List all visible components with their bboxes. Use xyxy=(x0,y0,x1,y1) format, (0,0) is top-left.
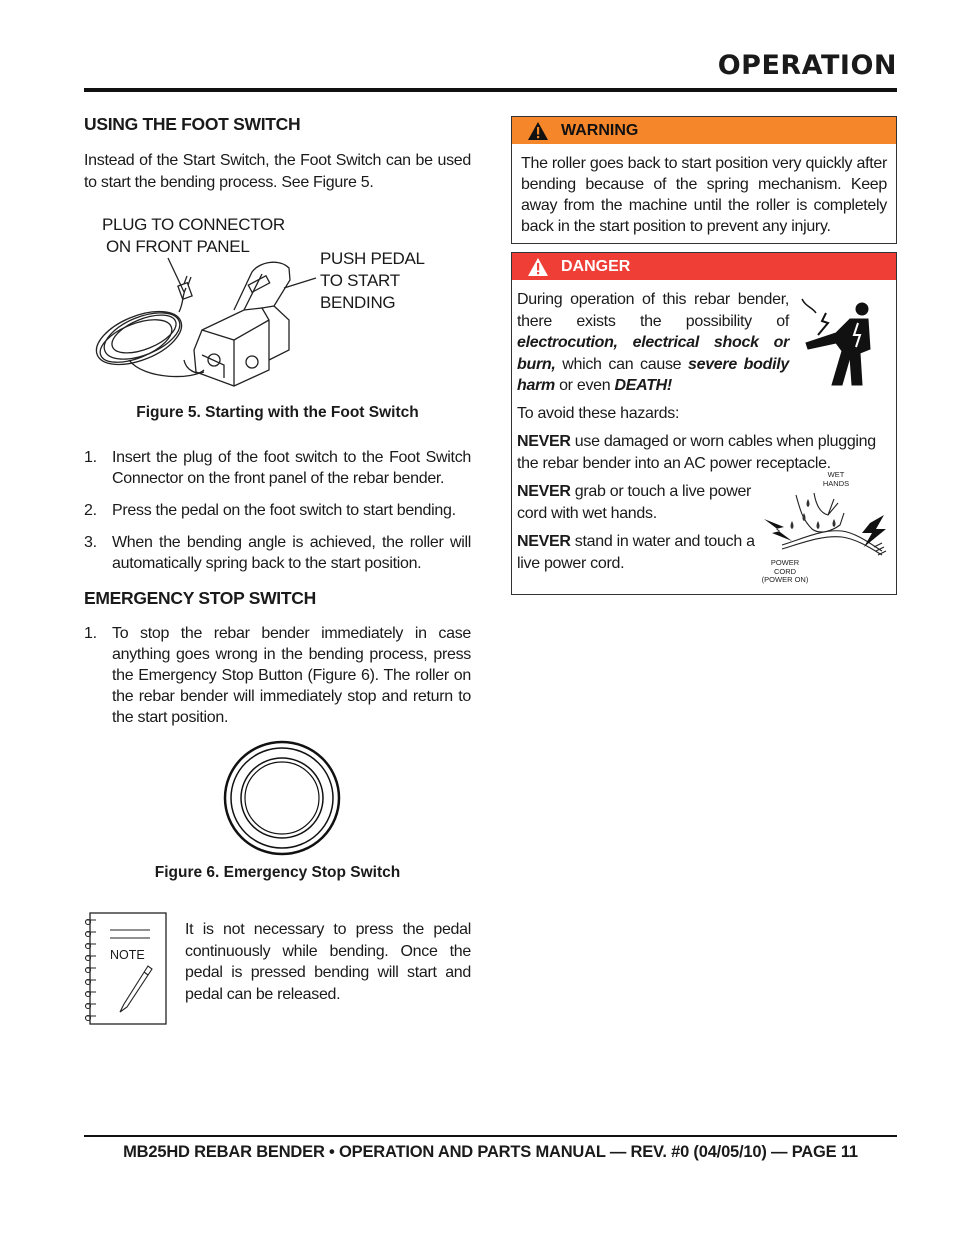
warning-text: The roller goes back to start position very quickly after bending because of the spring mechanism. Keep away from the machine until the roller is completely back in the start position to prevent any injury. xyxy=(521,155,887,235)
cord-label-line2: CORD xyxy=(773,566,797,576)
danger-rule-1-text: use damaged or worn cables when plugging the rebar bender into an AC power receptacle. xyxy=(517,433,876,472)
danger-triangle-icon xyxy=(527,257,549,277)
danger-never-2: NEVER xyxy=(517,483,571,500)
list-item-number: 3. xyxy=(84,534,97,551)
list-item xyxy=(84,532,471,576)
footer-rule xyxy=(84,1135,897,1137)
callout-plug-line1: PLUG TO CONNECTOR xyxy=(102,215,285,234)
danger-rule-2-text: grab or touch a live power cord with wet hands. xyxy=(517,483,752,522)
warning-title: WARNING xyxy=(561,121,639,139)
danger-intro-d: severe bodily harm xyxy=(517,355,789,394)
list-item xyxy=(84,447,471,491)
warning-triangle-icon xyxy=(527,121,549,141)
danger-intro-c: which can cause xyxy=(555,355,689,373)
cord-label-line3: (POWER ON) xyxy=(761,575,809,584)
danger-avoid: To avoid these hazards: xyxy=(517,405,680,422)
danger-intro xyxy=(517,289,789,397)
foot-switch-illustration xyxy=(84,210,474,395)
warning-box xyxy=(511,116,897,244)
header-rule xyxy=(84,88,897,92)
wet-label-line1: WET xyxy=(827,470,845,479)
foot-switch-intro: Instead of the Start Switch, the Foot Switch can be used to start the bending process. See Figure 5. xyxy=(84,152,471,191)
callout-pedal-line2: TO START BENDING xyxy=(320,271,400,312)
danger-rule-2 xyxy=(517,481,757,524)
list-item xyxy=(84,500,471,522)
list-item-number: 1. xyxy=(84,625,97,642)
note-label: NOTE xyxy=(110,948,145,962)
danger-never-3: NEVER xyxy=(517,533,571,550)
danger-intro-e: or even xyxy=(554,377,615,394)
page-title: OPERATION xyxy=(717,50,897,81)
danger-rule-3 xyxy=(517,531,757,574)
emergency-heading: EMERGENCY STOP SWITCH xyxy=(84,588,316,608)
list-item-text: When the bending angle is achieved, the roller will automatically spring back to the start position. xyxy=(112,534,471,572)
warning-header xyxy=(512,117,896,144)
wet-hands-illustration xyxy=(762,489,892,565)
cord-label-line1: POWER xyxy=(770,558,800,567)
foot-switch-heading: USING THE FOOT SWITCH xyxy=(84,114,301,134)
danger-box xyxy=(511,252,897,595)
emergency-stop-illustration xyxy=(222,740,342,858)
electrocution-icon xyxy=(798,293,888,393)
callout-plug-line2: ON FRONT PANEL xyxy=(106,237,250,256)
figure-6-caption: Figure 6. Emergency Stop Switch xyxy=(154,864,401,881)
figure-5-caption: Figure 5. Starting with the Foot Switch xyxy=(136,404,419,421)
figure-5 xyxy=(84,210,474,395)
danger-rule-1 xyxy=(517,431,892,474)
danger-title: DANGER xyxy=(561,257,631,275)
danger-rule-3-text: stand in water and touch a live power cord. xyxy=(517,533,755,572)
note-text: It is not necessary to press the pedal continuously while bending. Once the pedal is pressed bending will start and pedal can be released. xyxy=(185,921,471,1003)
danger-intro-a: During operation of this rebar bender, there exists the possibility of xyxy=(517,291,789,330)
list-item-text: To stop the rebar bender immediately in case anything goes wrong in the bending process, press the Emergency Stop Button (Figure 6). The roller on the rebar bender will immediately stop and return to the start position. xyxy=(112,625,471,726)
power-cord-label xyxy=(760,559,810,585)
list-item-number: 2. xyxy=(84,502,97,519)
page-footer: MB25HD REBAR BENDER • OPERATION AND PARTS MANUAL — REV. #0 (04/05/10) — PAGE 11 xyxy=(123,1143,858,1161)
danger-intro-b: electrocution, electrical shock or burn, xyxy=(517,334,789,373)
danger-header xyxy=(512,253,896,280)
danger-never-1: NEVER xyxy=(517,433,571,450)
wet-label-line2: HANDS xyxy=(822,478,850,488)
list-item-text: Press the pedal on the foot switch to start bending. xyxy=(112,502,456,519)
list-item-number: 1. xyxy=(84,449,97,466)
danger-intro-f: DEATH! xyxy=(614,377,672,394)
note-icon xyxy=(84,912,168,1026)
wet-hands-label xyxy=(816,471,856,488)
callout-pedal-line1: PUSH PEDAL xyxy=(320,249,425,268)
list-item-text: Insert the plug of the foot switch to the Foot Switch Connector on the front panel of the rebar bender. xyxy=(112,449,471,487)
list-item xyxy=(84,623,471,733)
